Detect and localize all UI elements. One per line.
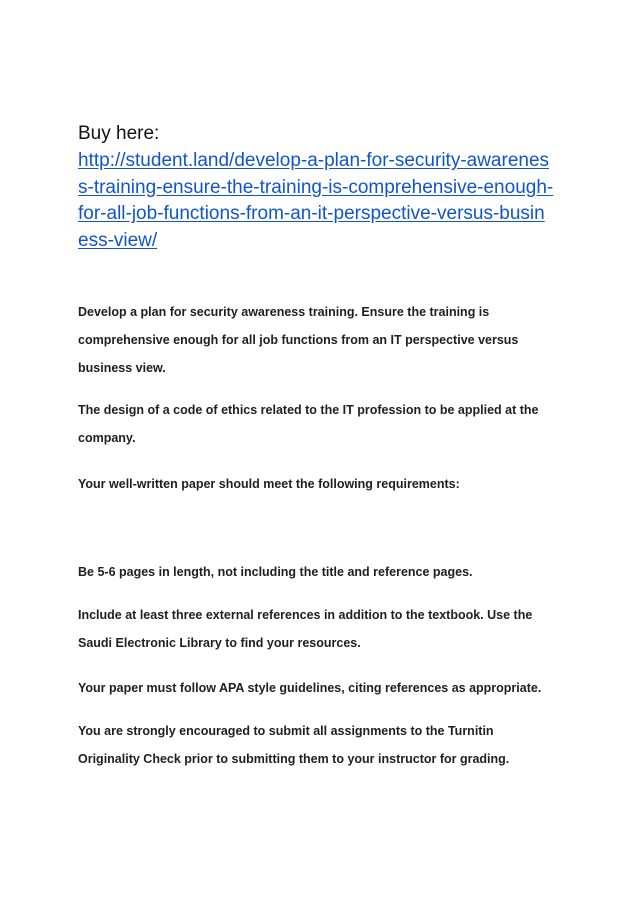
buy-here-label: Buy here: — [78, 123, 160, 144]
link-line[interactable]: http://student.land/develop-a-plan-for-security-awarenes — [78, 150, 550, 171]
text-line: Your paper must follow APA style guidelines, citing references as appropriate. — [78, 681, 542, 695]
text-line: Originality Check prior to submitting them to your instructor for grading. — [78, 752, 510, 766]
requirements-intro — [78, 470, 460, 498]
requirement-turnitin — [78, 717, 509, 773]
text-line: Be 5-6 pages in length, not including the title and reference pages. — [78, 565, 473, 579]
text-line: company. — [78, 431, 136, 445]
requirement-apa — [78, 674, 541, 702]
requirement-length — [78, 558, 473, 586]
text-line: comprehensive enough for all job functions from an IT perspective versus — [78, 333, 519, 347]
code-of-ethics-paragraph — [78, 396, 538, 452]
text-line: You are strongly encouraged to submit all assignments to the Turnitin — [78, 724, 494, 738]
purchase-link[interactable] — [78, 148, 578, 254]
text-line: business view. — [78, 361, 166, 375]
link-line[interactable]: for-all-job-functions-from-an-it-perspective-versus-busin — [78, 203, 545, 224]
text-line: Develop a plan for security awareness training. Ensure the training is — [78, 305, 490, 319]
link-line[interactable]: ess-view/ — [78, 229, 158, 251]
text-line: Saudi Electronic Library to find your resources. — [78, 636, 361, 650]
text-line: Your well-written paper should meet the following requirements: — [78, 477, 460, 491]
assignment-description — [78, 298, 518, 382]
requirement-references — [78, 601, 532, 657]
text-line: Include at least three external references in addition to the textbook. Use the — [78, 608, 533, 622]
text-line: The design of a code of ethics related to the IT profession to be applied at the — [78, 403, 539, 417]
link-line[interactable]: s-training-ensure-the-training-is-comprehensive-enough- — [78, 176, 554, 198]
